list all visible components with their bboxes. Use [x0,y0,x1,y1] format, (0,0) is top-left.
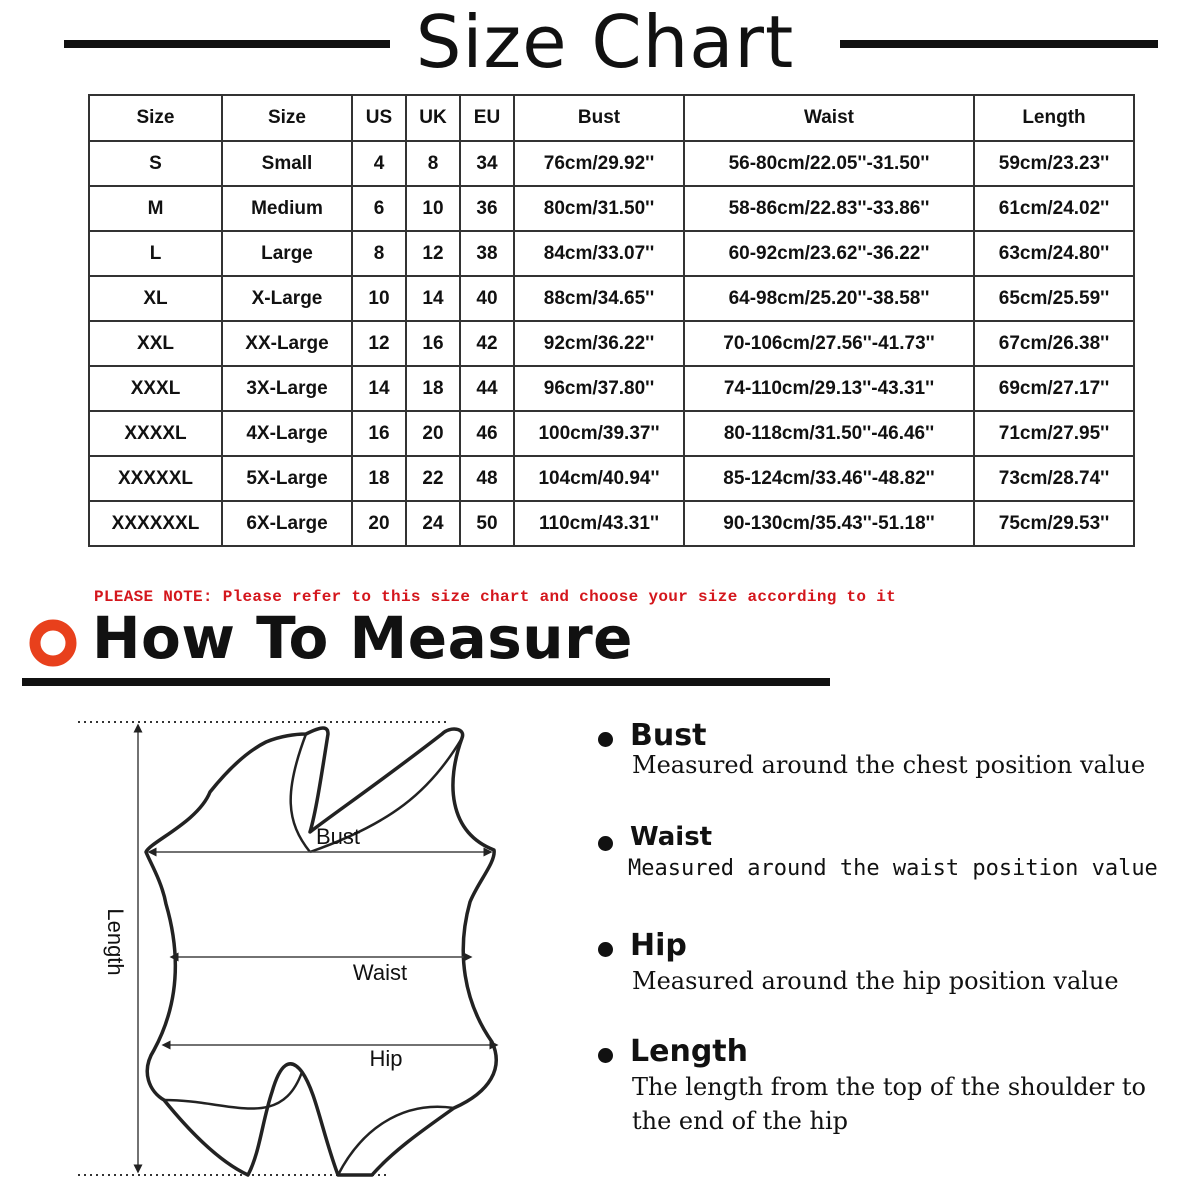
table-cell: 36 [460,186,514,231]
header-cell: EU [460,95,514,141]
table-cell: 71cm/27.95'' [974,411,1134,456]
table-cell: 34 [460,141,514,186]
bullet-icon [598,942,613,957]
table-cell: 8 [406,141,460,186]
header-cell: Length [974,95,1134,141]
table-cell: 110cm/43.31'' [514,501,684,546]
table-cell: S [89,141,222,186]
table-cell: XX-Large [222,321,352,366]
table-cell: 80cm/31.50'' [514,186,684,231]
measure-rule [22,678,830,686]
table-row [89,456,1134,501]
header-cell: UK [406,95,460,141]
measure-item-title: Waist [630,822,713,852]
table-cell: 92cm/36.22'' [514,321,684,366]
table-cell: 24 [406,501,460,546]
table-cell: 80-118cm/31.50''-46.46'' [684,411,974,456]
table-cell: Large [222,231,352,276]
bullet-icon [598,1048,613,1063]
table-cell: 38 [460,231,514,276]
table-cell: 50 [460,501,514,546]
diagram-label-waist: Waist [352,960,408,985]
table-cell: 96cm/37.80'' [514,366,684,411]
table-cell: XXXL [89,366,222,411]
ring-icon [28,618,78,668]
table-cell: 14 [406,276,460,321]
header-cell: US [352,95,406,141]
table-cell: 90-130cm/35.43''-51.18'' [684,501,974,546]
diagram-label-length: Length [103,908,128,976]
table-cell: 16 [406,321,460,366]
table-cell: 48 [460,456,514,501]
page-title: Size Chart [415,0,795,84]
table-cell: XL [89,276,222,321]
table-cell: 70-106cm/27.56''-41.73'' [684,321,974,366]
diagram-label-hip: Hip [369,1046,403,1071]
header-cell: Size [89,95,222,141]
table-cell: 20 [352,501,406,546]
measure-item-desc: the end of the hip [632,1107,848,1135]
header-cell: Size [222,95,352,141]
table-cell: Small [222,141,352,186]
table-cell: 8 [352,231,406,276]
table-cell: 46 [460,411,514,456]
measure-item-desc: The length from the top of the shoulder to [632,1073,1146,1101]
table-cell: 74-110cm/29.13''-43.31'' [684,366,974,411]
table-cell: 61cm/24.02'' [974,186,1134,231]
table-cell: 85-124cm/33.46''-48.82'' [684,456,974,501]
table-cell: 18 [352,456,406,501]
measure-item-title: Bust [630,718,707,753]
table-cell: 4X-Large [222,411,352,456]
size-note: PLEASE NOTE: Please refer to this size chart and choose your size according to it [94,588,897,606]
bullet-icon [598,732,613,747]
title-rule-left [64,40,390,48]
table-cell: 20 [406,411,460,456]
table-row [89,411,1134,456]
table-cell: M [89,186,222,231]
table-cell: 5X-Large [222,456,352,501]
bodysuit-diagram [70,712,530,1192]
table-cell: 3X-Large [222,366,352,411]
table-cell: 64-98cm/25.20''-38.58'' [684,276,974,321]
table-cell: 18 [406,366,460,411]
table-cell: 76cm/29.92'' [514,141,684,186]
measure-heading: How To Measure [92,604,634,672]
measure-item-title: Length [630,1034,748,1069]
table-cell: Medium [222,186,352,231]
measure-item-desc: Measured around the chest position value [632,751,1146,779]
table-cell: 56-80cm/22.05''-31.50'' [684,141,974,186]
table-header-row [89,95,1134,141]
table-cell: 6 [352,186,406,231]
table-row [89,366,1134,411]
measure-item-desc: Measured around the waist position value [628,856,1158,881]
table-cell: 40 [460,276,514,321]
table-row [89,141,1134,186]
measure-item-title: Hip [630,928,687,963]
table-cell: 22 [406,456,460,501]
table-cell: X-Large [222,276,352,321]
table-cell: 4 [352,141,406,186]
table-cell: 59cm/23.23'' [974,141,1134,186]
table-cell: 10 [406,186,460,231]
measure-item-desc: Measured around the hip position value [632,967,1119,995]
table-row [89,231,1134,276]
table-cell: 73cm/28.74'' [974,456,1134,501]
table-cell: L [89,231,222,276]
table-cell: 12 [406,231,460,276]
table-cell: XXXXXL [89,456,222,501]
header-cell: Waist [684,95,974,141]
table-cell: 75cm/29.53'' [974,501,1134,546]
table-cell: XXXXL [89,411,222,456]
table-row [89,186,1134,231]
bullet-icon [598,836,613,851]
table-row [89,321,1134,366]
table-cell: XXL [89,321,222,366]
table-cell: 44 [460,366,514,411]
table-cell: XXXXXXL [89,501,222,546]
table-cell: 6X-Large [222,501,352,546]
table-cell: 10 [352,276,406,321]
table-cell: 60-92cm/23.62''-36.22'' [684,231,974,276]
table-cell: 67cm/26.38'' [974,321,1134,366]
table-row [89,276,1134,321]
title-rule-right [840,40,1158,48]
table-row [89,501,1134,546]
size-table [88,94,1135,547]
table-cell: 14 [352,366,406,411]
table-cell: 12 [352,321,406,366]
header-cell: Bust [514,95,684,141]
table-cell: 100cm/39.37'' [514,411,684,456]
table-cell: 16 [352,411,406,456]
table-cell: 42 [460,321,514,366]
table-cell: 69cm/27.17'' [974,366,1134,411]
table-cell: 104cm/40.94'' [514,456,684,501]
table-cell: 63cm/24.80'' [974,231,1134,276]
diagram-label-bust: Bust [315,824,361,849]
table-cell: 88cm/34.65'' [514,276,684,321]
table-cell: 84cm/33.07'' [514,231,684,276]
table-cell: 65cm/25.59'' [974,276,1134,321]
table-cell: 58-86cm/22.83''-33.86'' [684,186,974,231]
